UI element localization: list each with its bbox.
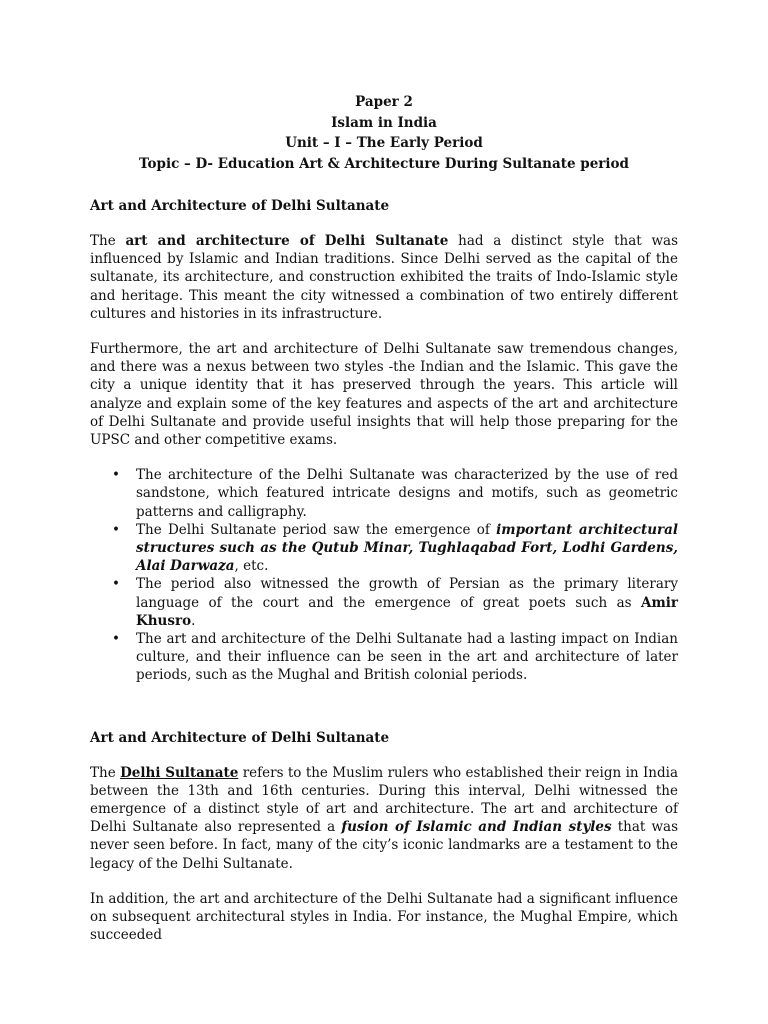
section2-paragraph-1 <box>90 764 678 873</box>
list-item-text: The architecture of the Delhi Sultanate was characterized by the use of red sandstone, which featured intricate designs and motifs, such as geometric patterns and calligraphy. <box>136 467 678 520</box>
topic-title: Topic – D- Education Art & Architecture During Sultanate period <box>139 155 629 172</box>
section-heading-2: Art and Architecture of Delhi Sultanate <box>90 729 390 746</box>
section-heading-1: Art and Architecture of Delhi Sultanate <box>90 198 390 214</box>
list-item <box>90 575 678 630</box>
list-item <box>90 630 678 685</box>
key-points-list <box>90 466 678 684</box>
course-title: Islam in India <box>331 114 437 131</box>
bullet-icon: • <box>112 467 120 484</box>
list-item-text: The art and architecture of the Delhi Sultanate had a lasting impact on Indian culture, and their influence can be seen in the art and architecture of later periods, such as the Mughal and British colonial periods. <box>136 631 678 684</box>
delhi-sultanate-link[interactable]: Delhi Sultanate <box>120 764 239 781</box>
text-run: that was never seen before. In fact, many of the city’s iconic landmarks are a testament to the legacy of the Delhi Sultanate. <box>90 819 679 872</box>
list-item-text: , etc. <box>234 558 269 575</box>
text-run: The <box>90 233 126 249</box>
list-item <box>90 466 678 521</box>
paper-title: Paper 2 <box>355 94 413 110</box>
list-item-text: The Delhi Sultanate period saw the emergence of <box>136 521 497 538</box>
text-run: The <box>90 764 121 781</box>
unit-title: Unit – I – The Early Period <box>285 135 483 151</box>
section-spacer <box>90 685 678 729</box>
bold-phrase: art and architecture of Delhi Sultanate <box>125 233 449 249</box>
bullet-icon: • <box>112 521 120 538</box>
text-run: refers to the Muslim rulers who established their reign in India between the 13th and 16th centuries. During this interval, Delhi witnessed the emergence of a distinct style of art and architecture. The art and architecture of Delhi Sultanate also represented a <box>90 764 679 836</box>
section1-paragraph-2: Furthermore, the art and architecture of Delhi Sultanate saw tremendous changes, and there was a nexus between two styles -the Indian and the Islamic. This gave the city a unique identity that it has preserved through the years. This article will analyze and explain some of the key features and aspects of the art and architecture of Delhi Sultanate and provide useful insights that will help those preparing for the UPSC and other competitive exams. <box>90 341 678 449</box>
list-item-text: The period also witnessed the growth of Persian as the primary literary language of the court and the emergence of great poets such as <box>136 576 678 611</box>
list-item <box>90 521 678 576</box>
document-title-block <box>90 92 678 174</box>
section2-paragraph-2: In addition, the art and architecture of the Delhi Sultanate had a significant influence on subsequent architectural styles in India. For instance, the Mughal Empire, which succeeded <box>90 890 678 944</box>
bold-phrase: Amir Khusro <box>136 594 678 629</box>
bold-italic-phrase: important architectural structures such as the Qutub Minar, Tughlaqabad Fort, Lodhi Gardens, Alai Darwaza <box>136 521 678 575</box>
section1-paragraph-1 <box>90 232 678 323</box>
document-page <box>90 92 678 962</box>
bold-italic-phrase: fusion of Islamic and Indian styles <box>341 819 612 836</box>
bullet-icon: • <box>112 576 120 593</box>
bullet-icon: • <box>112 631 120 648</box>
text-run: had a distinct style that was influenced by Islamic and Indian traditions. Since Delhi served as the capital of the sultanate, its architecture, and construction exhibited the traits of Indo-Islamic style and heritage. This meant the city witnessed a combination of two entirely different cultures and histories in its infrastructure. <box>90 233 678 322</box>
list-item-text: . <box>191 612 196 629</box>
